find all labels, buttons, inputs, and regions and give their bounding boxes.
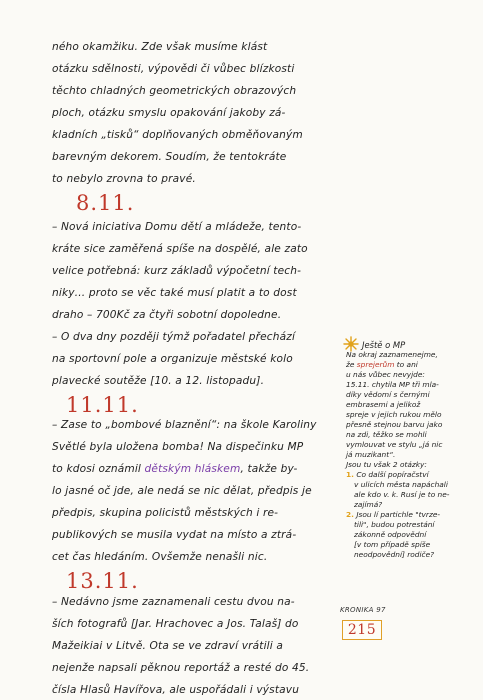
text-line: – Nedávno jsme zaznamenali cestu dvou na- <box>52 596 295 608</box>
text-line: niky… proto se věc také musí platit a to dost <box>52 287 297 299</box>
text-line: ších fotografů [Jar. Hrachovec a Jos. Talaš] do <box>52 618 299 630</box>
margin-line: ale kdo v. k. Rusí je to ne- <box>354 490 450 499</box>
margin-line: tili", budou potrestání <box>354 520 435 529</box>
paragraph-13-11 <box>52 591 352 700</box>
paragraph-8-11 <box>52 216 352 392</box>
text-line: Světlé byla uložena bomba! Na dispečinku MP <box>52 441 304 453</box>
text-line: nejenže napsali pěknou reportáž a resté do 45. <box>52 662 310 674</box>
margin-line: v ulicích města napáchali <box>354 480 448 489</box>
margin-line: embrasemi a jelikož <box>346 400 421 409</box>
date-heading: 8.11. <box>76 191 135 215</box>
text-line: otázku sdělnosti, výpovědi či vůbec blízkosti <box>52 63 295 75</box>
margin-line: díky vědomí s černými <box>346 390 430 399</box>
text-line: čísla Hlasů Havířova, ale uspořádali i výstavu <box>52 684 300 696</box>
text-line: cet čas hledáním. Ovšemže nenašli nic. <box>52 551 268 563</box>
text-fragment: Co další popíračství <box>356 470 429 479</box>
text-line: ného okamžiku. Zde však musíme klást <box>52 41 268 53</box>
text-fragment: , takže by- <box>240 463 298 475</box>
margin-line <box>346 360 474 370</box>
text-line: těchto chladných geometrických obrazových <box>52 85 297 97</box>
date-heading: 11.11. <box>66 393 139 417</box>
page-number: 215 <box>342 620 382 640</box>
paragraph-11-11 <box>52 414 352 568</box>
highlighted-word: sprejerům <box>356 360 395 369</box>
text-line: to nebylo zrovna to pravé. <box>52 173 196 185</box>
text-line: Mažeikiai v Litvě. Ota se ve zdraví vrátili a <box>52 640 284 652</box>
text-line: draho – 700Kč za čtyři sobotní dopoledne. <box>52 309 282 321</box>
margin-line: 15.11. chytila MP tři mla- <box>346 380 439 389</box>
text-line <box>52 458 352 480</box>
margin-line: neodpovědní] rodiče? <box>354 550 435 559</box>
list-number: 1. <box>346 470 354 479</box>
text-line: na sportovní pole a organizuje městské kolo <box>52 353 293 365</box>
margin-line: [v tom případě spíše <box>354 540 431 549</box>
margin-line: u nás vůbec nevyjde: <box>346 370 425 379</box>
text-line: lo jasné oč jde, ale nedá se nic dělat, předpis je <box>52 485 312 497</box>
margin-line: Jsou tu však 2 otázky: <box>346 460 427 469</box>
margin-line: já muzikant“. <box>346 450 396 459</box>
text-line: velice potřebná: kurz základů výpočetní tech- <box>52 265 302 277</box>
text-line: kladních „tisků“ doplňovaných obměňovaným <box>52 129 303 141</box>
text-fragment: že <box>346 360 357 369</box>
margin-line: přesně stejnou barvu jako <box>346 420 443 429</box>
text-line: – Zase to „bombové blaznění“: na škole Karoliny <box>52 419 317 431</box>
margin-line: Na okraj zaznamenejme, <box>346 350 438 359</box>
chronicle-label: KRONIKA 97 <box>340 606 386 614</box>
text-fragment: to kdosi oznámil <box>52 463 145 475</box>
margin-note <box>346 340 474 560</box>
margin-line: zajímá? <box>354 500 383 509</box>
margin-line: vymlouvat ve stylu „já nic <box>346 440 443 449</box>
text-fragment: Jsou lí partichle "tvrze- <box>356 510 441 519</box>
text-fragment: to ani <box>394 360 418 369</box>
sun-icon <box>343 336 359 352</box>
text-line: kráte sice zaměřená spíše na dospělé, ale zato <box>52 243 308 255</box>
date-heading: 13.11. <box>66 569 139 593</box>
text-line: – Nová iniciativa Domu dětí a mládeže, tento- <box>52 221 302 233</box>
paragraph-top <box>52 36 352 190</box>
list-number: 2. <box>346 510 354 519</box>
text-line: předpis, skupina policistů městských i re- <box>52 507 279 519</box>
margin-line: spreje v jejich rukou mělo <box>346 410 442 419</box>
margin-line <box>346 510 474 520</box>
margin-line: na zdi, těžko se mohli <box>346 430 427 439</box>
margin-line: zákonně odpovědní <box>354 530 427 539</box>
text-line: plavecké soutěže [10. a 12. listopadu]. <box>52 375 265 387</box>
main-text <box>52 36 352 700</box>
margin-note-title: Ještě o MP <box>362 340 406 350</box>
text-line: ploch, otázku smyslu opakování jakoby zá- <box>52 107 286 119</box>
text-line: barevným dekorem. Soudím, že tentokráte <box>52 151 287 163</box>
margin-line <box>346 470 474 480</box>
text-line: – O dva dny později týmž pořadatel přechází <box>52 331 296 343</box>
text-line: publikových se musila vydat na místo a ztrá- <box>52 529 297 541</box>
highlighted-phrase: dětským hláskem <box>144 463 241 475</box>
